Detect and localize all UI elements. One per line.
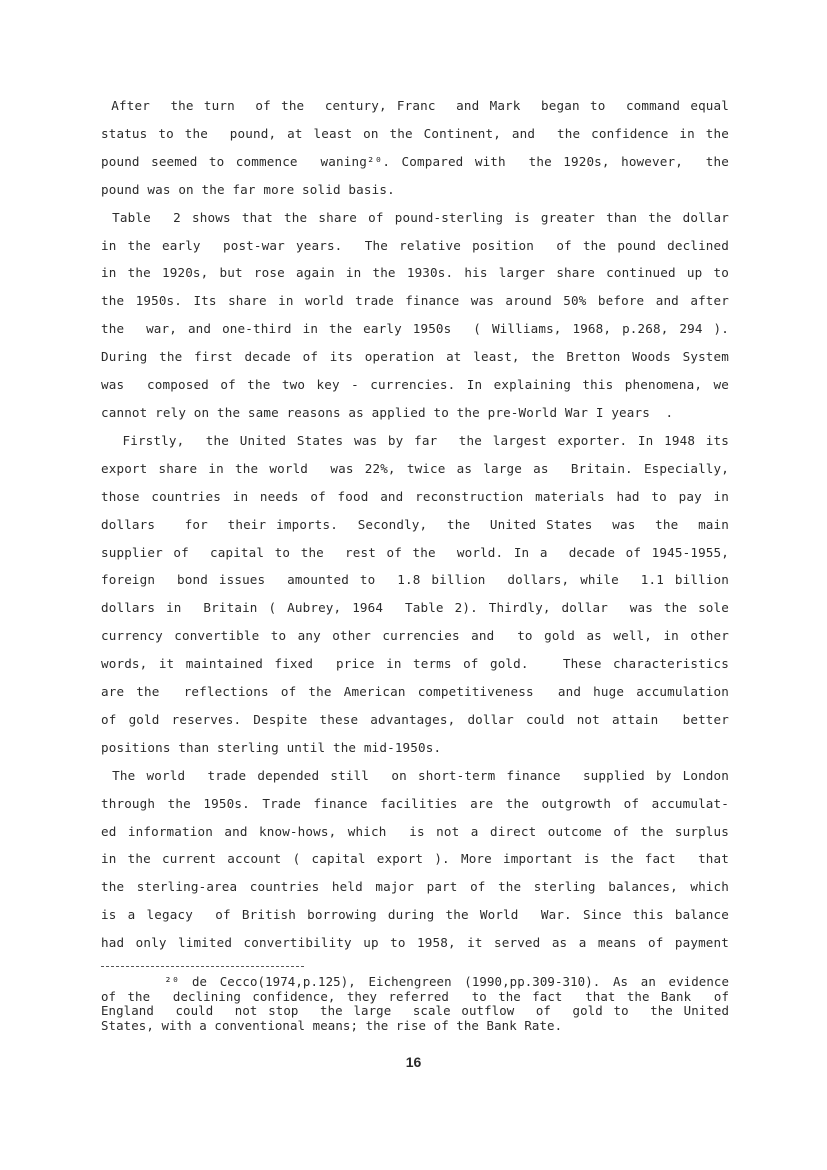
body-line: Table 2 shows that the share of pound-sterling is greater than the dollar xyxy=(101,209,729,225)
body-line: the 1950s. Its share in world trade finance was around 50% before and after xyxy=(101,293,729,309)
footnote-line: States, with a conventional means; the rise of the Bank Rate. xyxy=(101,1017,563,1033)
footnote xyxy=(101,975,729,1033)
body-line: those countries in needs of food and reconstruction materials had to pay in xyxy=(101,488,729,504)
body-line: After the turn of the century, Franc and Mark began to command equal xyxy=(101,98,729,113)
body-line: the sterling-area countries held major part of the sterling balances, which xyxy=(101,879,729,895)
body-line: was composed of the two key - currencies. In explaining this phenomena, we xyxy=(101,377,729,393)
body-line: export share in the world was 22%, twice as large as Britain. Especially, xyxy=(101,460,729,476)
body-line: pound was on the far more solid basis. xyxy=(101,181,395,197)
body-line: through the 1950s. Trade finance facilities are the outgrowth of accumulat- xyxy=(101,795,729,811)
body-line: is a legacy of British borrowing during the World War. Since this balance xyxy=(101,907,729,923)
body-line: dollars for their imports. Secondly, the United States was the main xyxy=(101,516,729,532)
body-line: During the first decade of its operation at least, the Bretton Woods System xyxy=(101,349,729,365)
body-line: The world trade depended still on short-term finance supplied by London xyxy=(101,767,729,783)
page-number: 16 xyxy=(405,1054,422,1070)
body-line: words, it maintained fixed price in terms of gold. These characteristics xyxy=(101,656,729,672)
body-line: status to the pound, at least on the Continent, and the confidence in the xyxy=(101,125,729,141)
footnote-divider xyxy=(101,966,304,967)
body-line: foreign bond issues amounted to 1.8 billion dollars, while 1.1 billion xyxy=(101,572,729,588)
body-line: cannot rely on the same reasons as applied to the pre-World War I years . xyxy=(101,404,674,420)
body-line: supplier of capital to the rest of the world. In a decade of 1945-1955, xyxy=(101,544,729,560)
footnote-line: of the declining confidence, they referred to the fact that the Bank of xyxy=(101,988,729,1004)
body-line: of gold reserves. Despite these advantages, dollar could not attain better xyxy=(101,711,729,727)
footnote-line: England could not stop the large scale outflow of gold to the United xyxy=(101,1003,729,1018)
body-line: in the early post-war years. The relative position of the pound declined xyxy=(101,237,729,253)
footnote-line: ²⁰ de Cecco(1974,p.125), Eichengreen (1990,pp.309-310). As an evidence xyxy=(101,974,729,989)
body-line: had only limited convertibility up to 1958, it served as a means of payment xyxy=(101,935,729,951)
body-line: pound seemed to commence waning²⁰. Compared with the 1920s, however, the xyxy=(101,153,729,169)
body-text xyxy=(101,92,729,957)
body-line: in the 1920s, but rose again in the 1930s. his larger share continued up to xyxy=(101,265,729,281)
body-line: currency convertible to any other currencies and to gold as well, in other xyxy=(101,628,729,644)
body-line: the war, and one-third in the early 1950s ( Williams, 1968, p.268, 294 ). xyxy=(101,321,729,337)
body-line: are the reflections of the American competitiveness and huge accumulation xyxy=(101,684,729,700)
body-line: Firstly, the United States was by far the largest exporter. In 1948 its xyxy=(101,432,729,448)
body-line: in the current account ( capital export ). More important is the fact that xyxy=(101,851,729,867)
body-line: positions than sterling until the mid-1950s. xyxy=(101,739,442,755)
body-line: dollars in Britain ( Aubrey, 1964 Table 2). Thirdly, dollar was the sole xyxy=(101,600,729,616)
body-line: ed information and know-hows, which is not a direct outcome of the surplus xyxy=(101,823,729,839)
